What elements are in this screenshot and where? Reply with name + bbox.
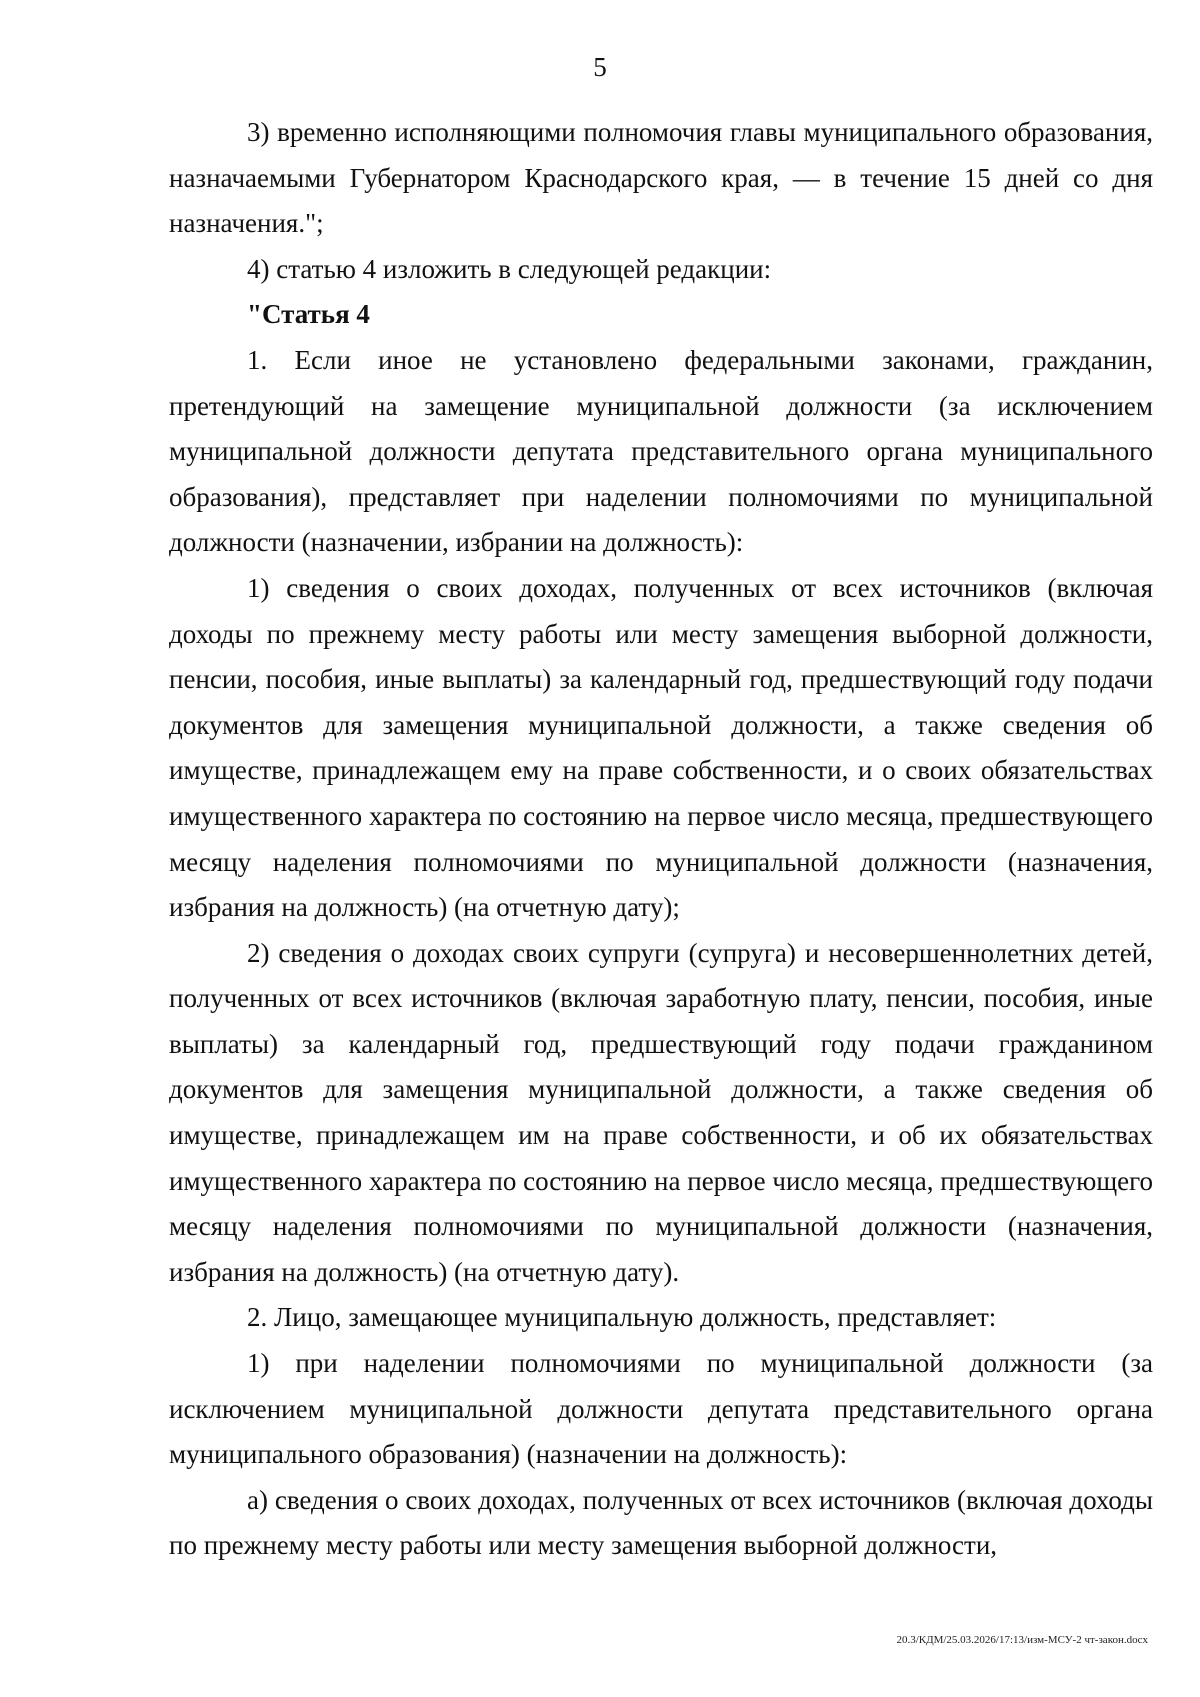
paragraph-subitem-1: 1) сведения о своих доходах, полученных от всех источников (включая доходы по прежнему месту работы или месту замещения выборной должности, пенсии, пособия, иные выплаты) за календарный год, предшествующий году подачи документов для замещения муниципальной должности, а также сведения об имуществе, принадлежащем ему на праве собственности, и о своих обязательствах имущественного характера по состоянию на первое число месяца, предшествующего месяцу наделения полномочиями по муниципальной должности (назначения, избрания на должность) (на отчетную дату); <box>169 572 1153 923</box>
paragraph-subitem-2: 2) сведения о доходах своих супруги (супруга) и несовершеннолетних детей, полученных от всех источников (включая заработную плату, пенсии, пособия, иные выплаты) за календарный год, предшествующий году подачи гражданином документов для замещения муниципальной должности, а также сведения об имуществе, принадлежащем им на праве собственности, и об их обязательствах имущественного характера по состоянию на первое число месяца, предшествующего месяцу наделения полномочиями по муниципальной должности (назначения, избрания на должность) (на отчетную дату). <box>169 937 1153 1287</box>
paragraph-part-2-subitem-1: 1) при наделении полномочиями по муниципальной должности (за исключением муниципальной должности депутата представительного органа муниципального образования) (назначении на должность): <box>169 1348 1153 1470</box>
page-number: 5 <box>593 52 607 82</box>
file-footer: 20.3/КДМ/25.03.2026/17:13/изм-МСУ-2 чт-закон.docx <box>896 1634 1148 1646</box>
document-body <box>169 110 1153 1569</box>
article-heading: "Статья 4 <box>247 299 370 330</box>
paragraph-item-3: 3) временно исполняющими полномочия главы муниципального образования, назначаемыми Губернатором Краснодарского края, — в течение 15 дней со дня назначения."; <box>169 117 1153 239</box>
paragraph-article-part-1: 1. Если иное не установлено федеральными законами, гражданин, претендующий на замещение муниципальной должности (за исключением муниципальной должности депутата представительного органа муниципального образования), представляет при наделении полномочиями по муниципальной должности (назначении, избрании на должность): <box>169 344 1153 558</box>
paragraph-article-part-2: 2. Лицо, замещающее муниципальную должность, представляет: <box>247 1302 997 1333</box>
paragraph-subitem-a: а) сведения о своих доходах, полученных от всех источников (включая доходы по прежнему месту работы или месту замещения выборной должности, <box>169 1484 1153 1561</box>
paragraph-item-4: 4) статью 4 изложить в следующей редакции: <box>247 253 772 284</box>
